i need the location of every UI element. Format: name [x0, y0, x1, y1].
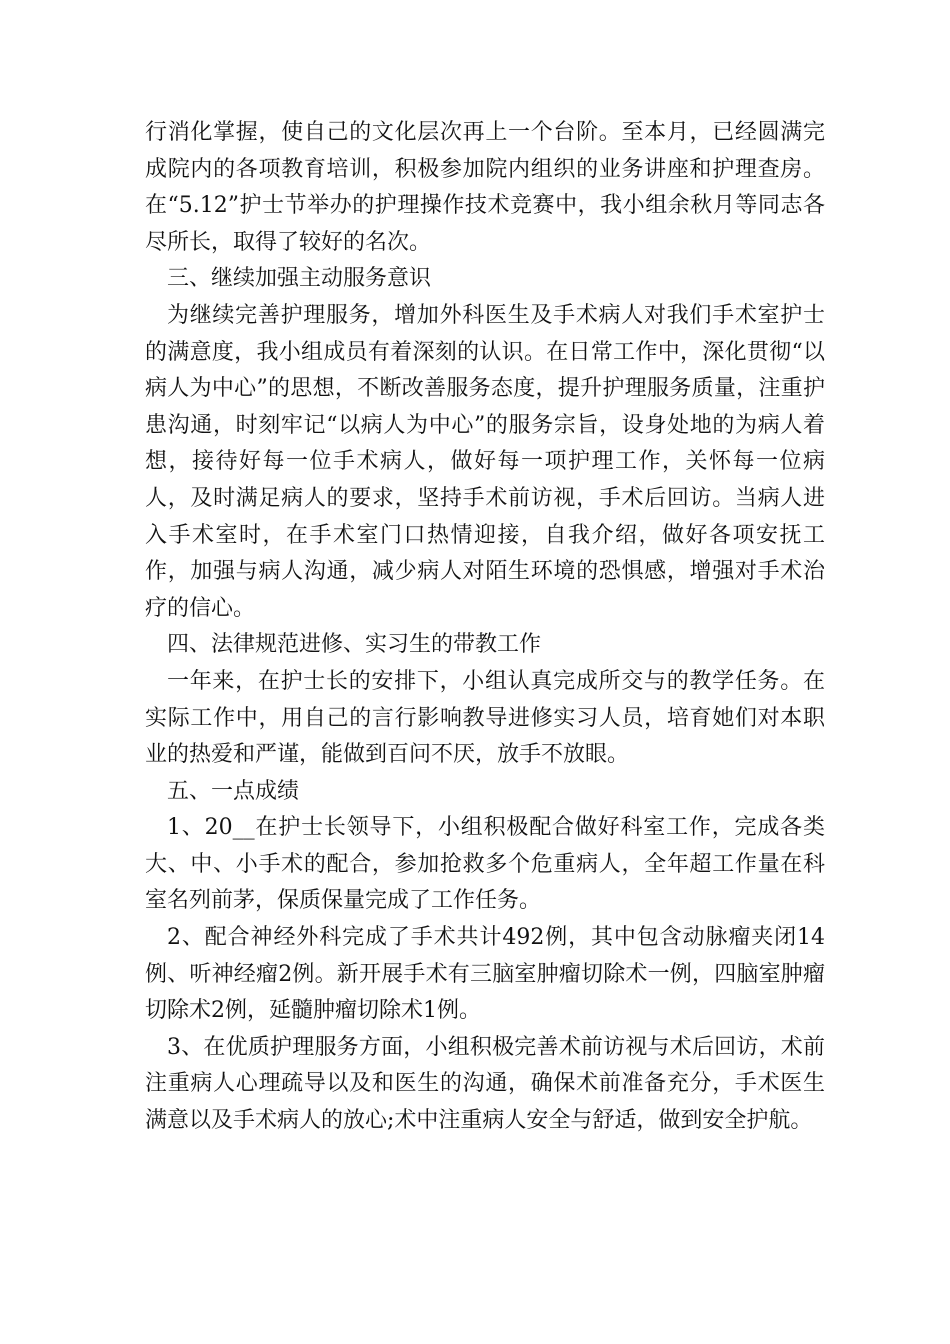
- achievement-item-2: 2、配合神经外科完成了手术共计492例，其中包含动脉瘤夹闭14例、听神经瘤2例。新开展手术有三脑室肿瘤切除术一例，四脑室肿瘤切除术2例，延髓肿瘤切除术1例。: [145, 925, 825, 1024]
- section-heading-5: 五、一点成绩: [167, 778, 300, 804]
- achievement-item-1: 1、20__在护士长领导下，小组积极配合做好科室工作，完成各类大、中、小手术的配合，参加抢救多个危重病人，全年超工作量在科室名列前茅，保质保量完成了工作任务。: [145, 815, 825, 914]
- paragraph-continuation: 行消化掌握，使自己的文化层次再上一个台阶。至本月，已经圆满完成院内的各项教育培训，积极参加院内组织的业务讲座和护理查房。在“5.12”护士节举办的护理操作技术竞赛中，我小组余秋月等同志各尽所长，取得了较好的名次。: [145, 120, 825, 255]
- paragraph-teaching-work: 一年来，在护士长的安排下，小组认真完成所交与的教学任务。在实际工作中，用自己的言行影响教导进修实习人员，培育她们对本职业的热爱和严谨，能做到百问不厌，放手不放眼。: [145, 668, 825, 768]
- section-heading-4: 四、法律规范进修、实习生的带教工作: [167, 632, 542, 658]
- paragraph-service-awareness: 为继续完善护理服务，增加外科医生及手术病人对我们手术室护士的满意度，我小组成员有着深刻的认识。在日常工作中，深化贯彻“以病人为中心”的思想，不断改善服务态度，提升护理服务质量，注重护患沟通，时刻牢记“以病人为中心”的服务宗旨，设身处地的为病人着想，接待好每一位手术病人，做好每一项护理工作，关怀每一位病人，及时满足病人的要求，坚持手术前访视，手术后回访。当病人进入手术室时，在手术室门口热情迎接，自我介绍，做好各项安抚工作，加强与病人沟通，减少病人对陌生环境的恐惧感，增强对手术治疗的信心。: [145, 302, 825, 621]
- document-body: [145, 115, 825, 1140]
- section-heading-3: 三、继续加强主动服务意识: [167, 266, 432, 292]
- achievement-item-3: 3、在优质护理服务方面，小组积极完善术前访视与术后回访，术前注重病人心理疏导以及和医生的沟通，确保术前准备充分，手术医生满意以及手术病人的放心;术中注重病人安全与舒适，做到安全护航。: [145, 1034, 825, 1134]
